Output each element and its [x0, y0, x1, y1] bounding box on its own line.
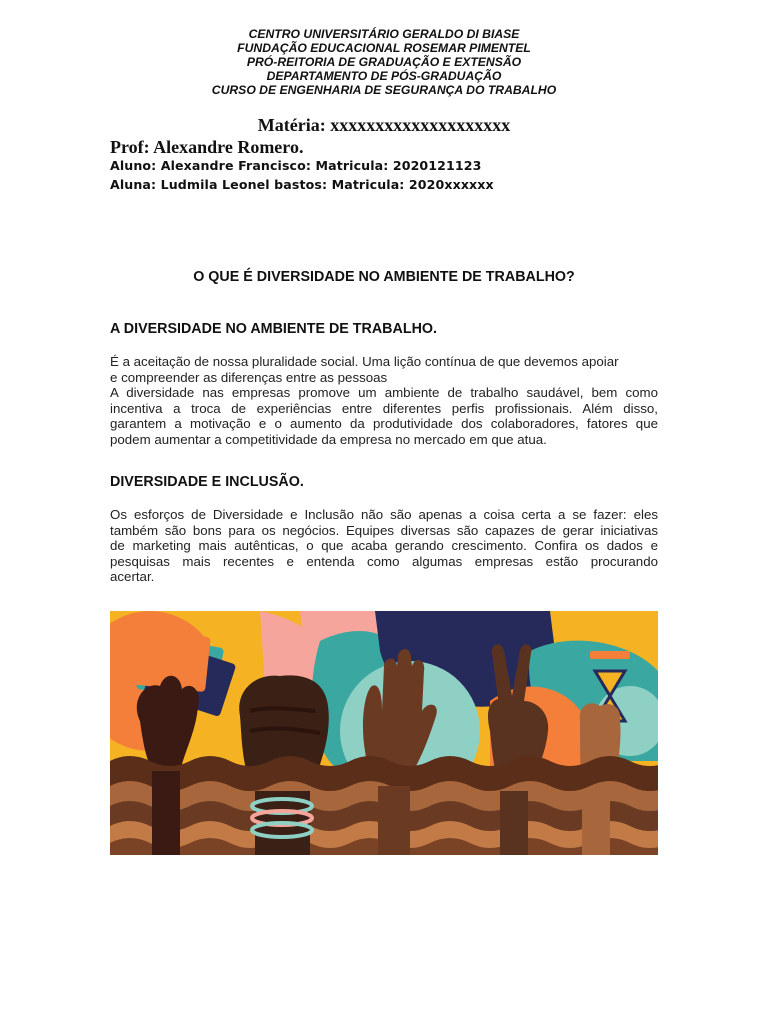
paragraph-line: A diversidade nas empresas promove um ambiente de trabalho saudável, bem como	[110, 385, 658, 401]
student-line-2: Aluna: Ludmila Leonel bastos: Matricula: 2020xxxxxx	[110, 177, 494, 192]
paragraph-line: garantem a motivação e o aumento da produtividade dos colaboradores, fatores que	[110, 416, 658, 432]
header-line-institution: CENTRO UNIVERSITÁRIO GERALDO DI BIASE	[248, 27, 520, 41]
paragraph-line: acertar.	[110, 569, 155, 585]
subject-line: Matéria: xxxxxxxxxxxxxxxxxxxx	[257, 115, 511, 135]
section-2-title: DIVERSIDADE E INCLUSÃO.	[110, 474, 304, 490]
paragraph-line: podem aumentar a competitividade da empresa no mercado em que atua.	[110, 431, 547, 447]
paragraph-line: também são bons para os negócios. Equipes diversas são capazes de gerar iniciativas	[110, 522, 658, 538]
paragraph-line: incentiva a troca de experiências entre diferentes perfis profissionais. Além disso,	[110, 400, 658, 416]
paragraph-line: e compreender as diferenças entre as pessoas	[110, 369, 388, 385]
paragraph-line: de marketing mais autênticas, o que acaba gerando crescimento. Confira os dados e	[110, 538, 658, 554]
professor-name: Prof: Alexandre Romero.	[110, 137, 304, 157]
header-line-course: CURSO DE ENGENHARIA DE SEGURANÇA DO TRABALHO	[211, 83, 557, 97]
paragraph-line: Os esforços de Diversidade e Inclusão não são apenas a coisa certa a se fazer: eles	[110, 507, 658, 522]
header-line-foundation: FUNDAÇÃO EDUCACIONAL ROSEMAR PIMENTEL	[237, 41, 531, 55]
section-1-title: A DIVERSIDADE NO AMBIENTE DE TRABALHO.	[110, 321, 437, 337]
paragraph-line: pesquisas mais recentes e entenda como algumas empresas estão procurando	[110, 553, 658, 569]
section-2-paragraph	[110, 507, 658, 585]
diversity-hands-illustration	[110, 611, 658, 855]
document-title: O QUE É DIVERSIDADE NO AMBIENTE DE TRABALHO?	[193, 269, 575, 285]
student-line-1: Aluno: Alexandre Francisco: Matricula: 2020121123	[110, 158, 482, 173]
paragraph-line: É a aceitação de nossa pluralidade social. Uma lição contínua de que devemos apoiar	[110, 354, 619, 369]
header-line-department: DEPARTAMENTO DE PÓS-GRADUAÇÃO	[266, 69, 502, 83]
header-line-rectory: PRÓ-REITORIA DE GRADUAÇÃO E EXTENSÃO	[246, 55, 522, 69]
section-1-paragraph	[110, 354, 658, 448]
